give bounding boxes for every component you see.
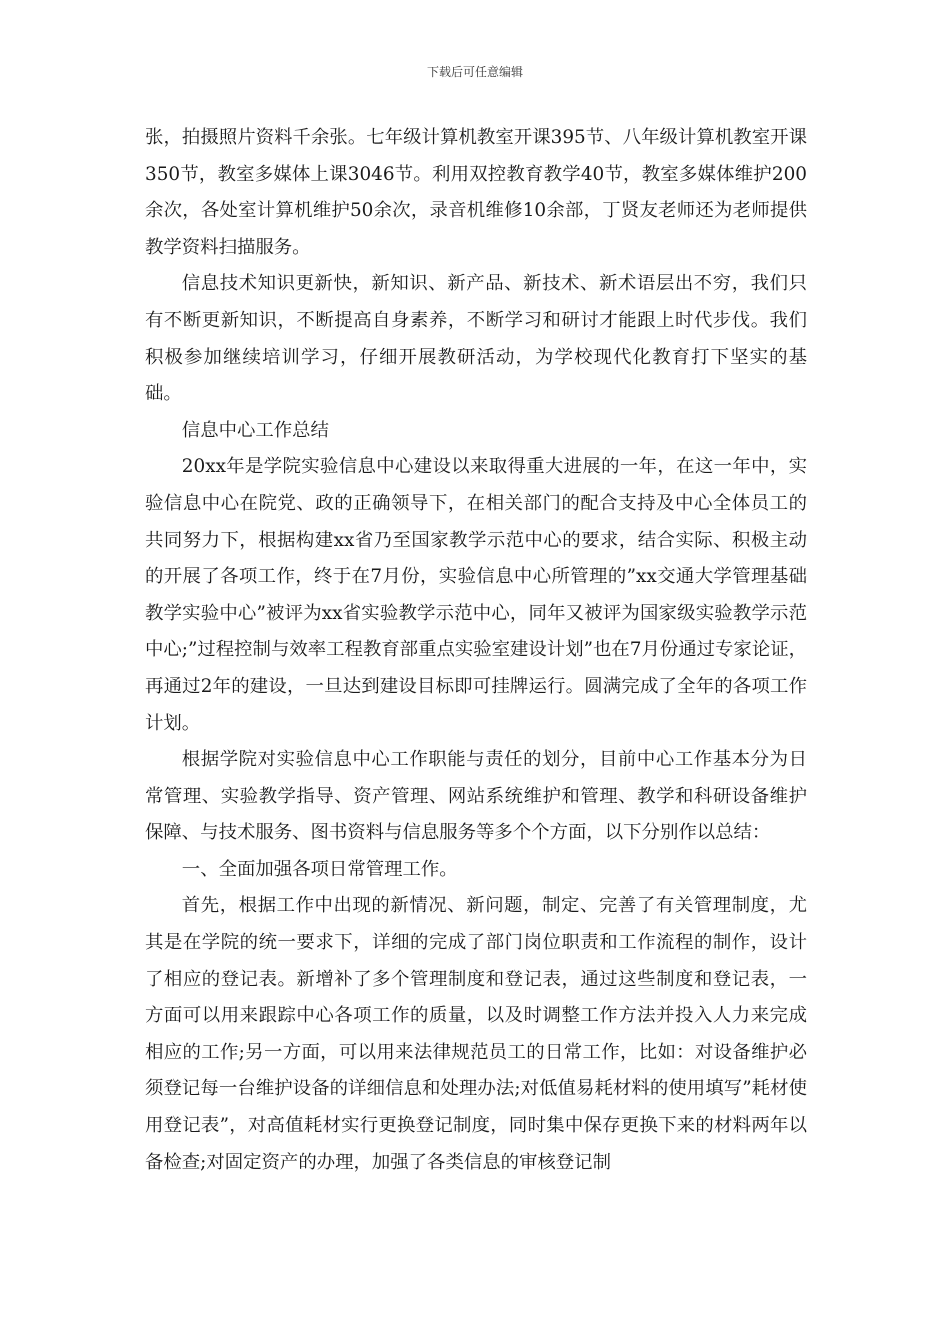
document-body bbox=[145, 120, 807, 1181]
paragraph-5: 首先，根据工作中出现的新情况、新问题，制定、完善了有关管理制度，尤其是在学院的统一要求下，详细的完成了部门岗位职责和工作流程的制作，设计了相应的登记表。新增补了多个管理制度和登记表，通过这些制度和登记表，一方面可以用来跟踪中心各项工作的质量，以及时调整工作方法并投入人力来完成相应的工作;另一方面，可以用来法律规范员工的日常工作，比如：对设备维护必须登记每一台维护设备的详细信息和处理办法;对低值易耗材料的使用填写”耗材使用登记表”，对高值耗材实行更换登记制度，同时集中保存更换下来的材料两年以备检查;对固定资产的办理，加强了各类信息的审核登记制 bbox=[145, 895, 807, 1173]
section-title: 信息中心工作总结 bbox=[181, 419, 329, 441]
paragraph-1: 张，拍摄照片资料千余张。七年级计算机教室开课395节、八年级计算机教室开课350节，教室多媒体上课3046节。利用双控教育教学40节，教室多媒体维护200余次，各处室计算机维护50余次，录音机维修10余部，丁贤友老师还为老师提供教学资料扫描服务。 bbox=[145, 127, 807, 258]
paragraph-3: 20xx年是学院实验信息中心建设以来取得重大进展的一年，在这一年中，实验信息中心在院党、政的正确领导下，在相关部门的配合支持及中心全体员工的共同努力下，根据构建xx省乃至国家教学示范中心的要求，结合实际、积极主动的开展了各项工作，终于在7月份，实验信息中心所管理的”xx交通大学管理基础教学实验中心”被评为xx省实验教学示范中心，同年又被评为国家级实验教学示范中心;”过程控制与效率工程教育部重点实验室建设计划”也在7月份通过专家论证，再通过2年的建设，一旦达到建设目标即可挂牌运行。圆满完成了全年的各项工作计划。 bbox=[145, 456, 807, 734]
paragraph-2: 信息技术知识更新快，新知识、新产品、新技术、新术语层出不穷，我们只有不断更新知识，不断提高自身素养，不断学习和研讨才能跟上时代步伐。我们积极参加继续培训学习，仔细开展教研活动，为学校现代化教育打下坚实的基础。 bbox=[145, 273, 807, 405]
paragraph-4: 根据学院对实验信息中心工作职能与责任的划分，目前中心工作基本分为日常管理、实验教学指导、资产管理、网站系统维护和管理、教学和科研设备维护保障、与技术服务、图书资料与信息服务等多个个方面，以下分别作以总结： bbox=[145, 749, 807, 844]
subsection-heading: 一、全面加强各项日常管理工作。 bbox=[181, 858, 458, 880]
page-header: 下载后可任意编辑 bbox=[426, 65, 523, 79]
